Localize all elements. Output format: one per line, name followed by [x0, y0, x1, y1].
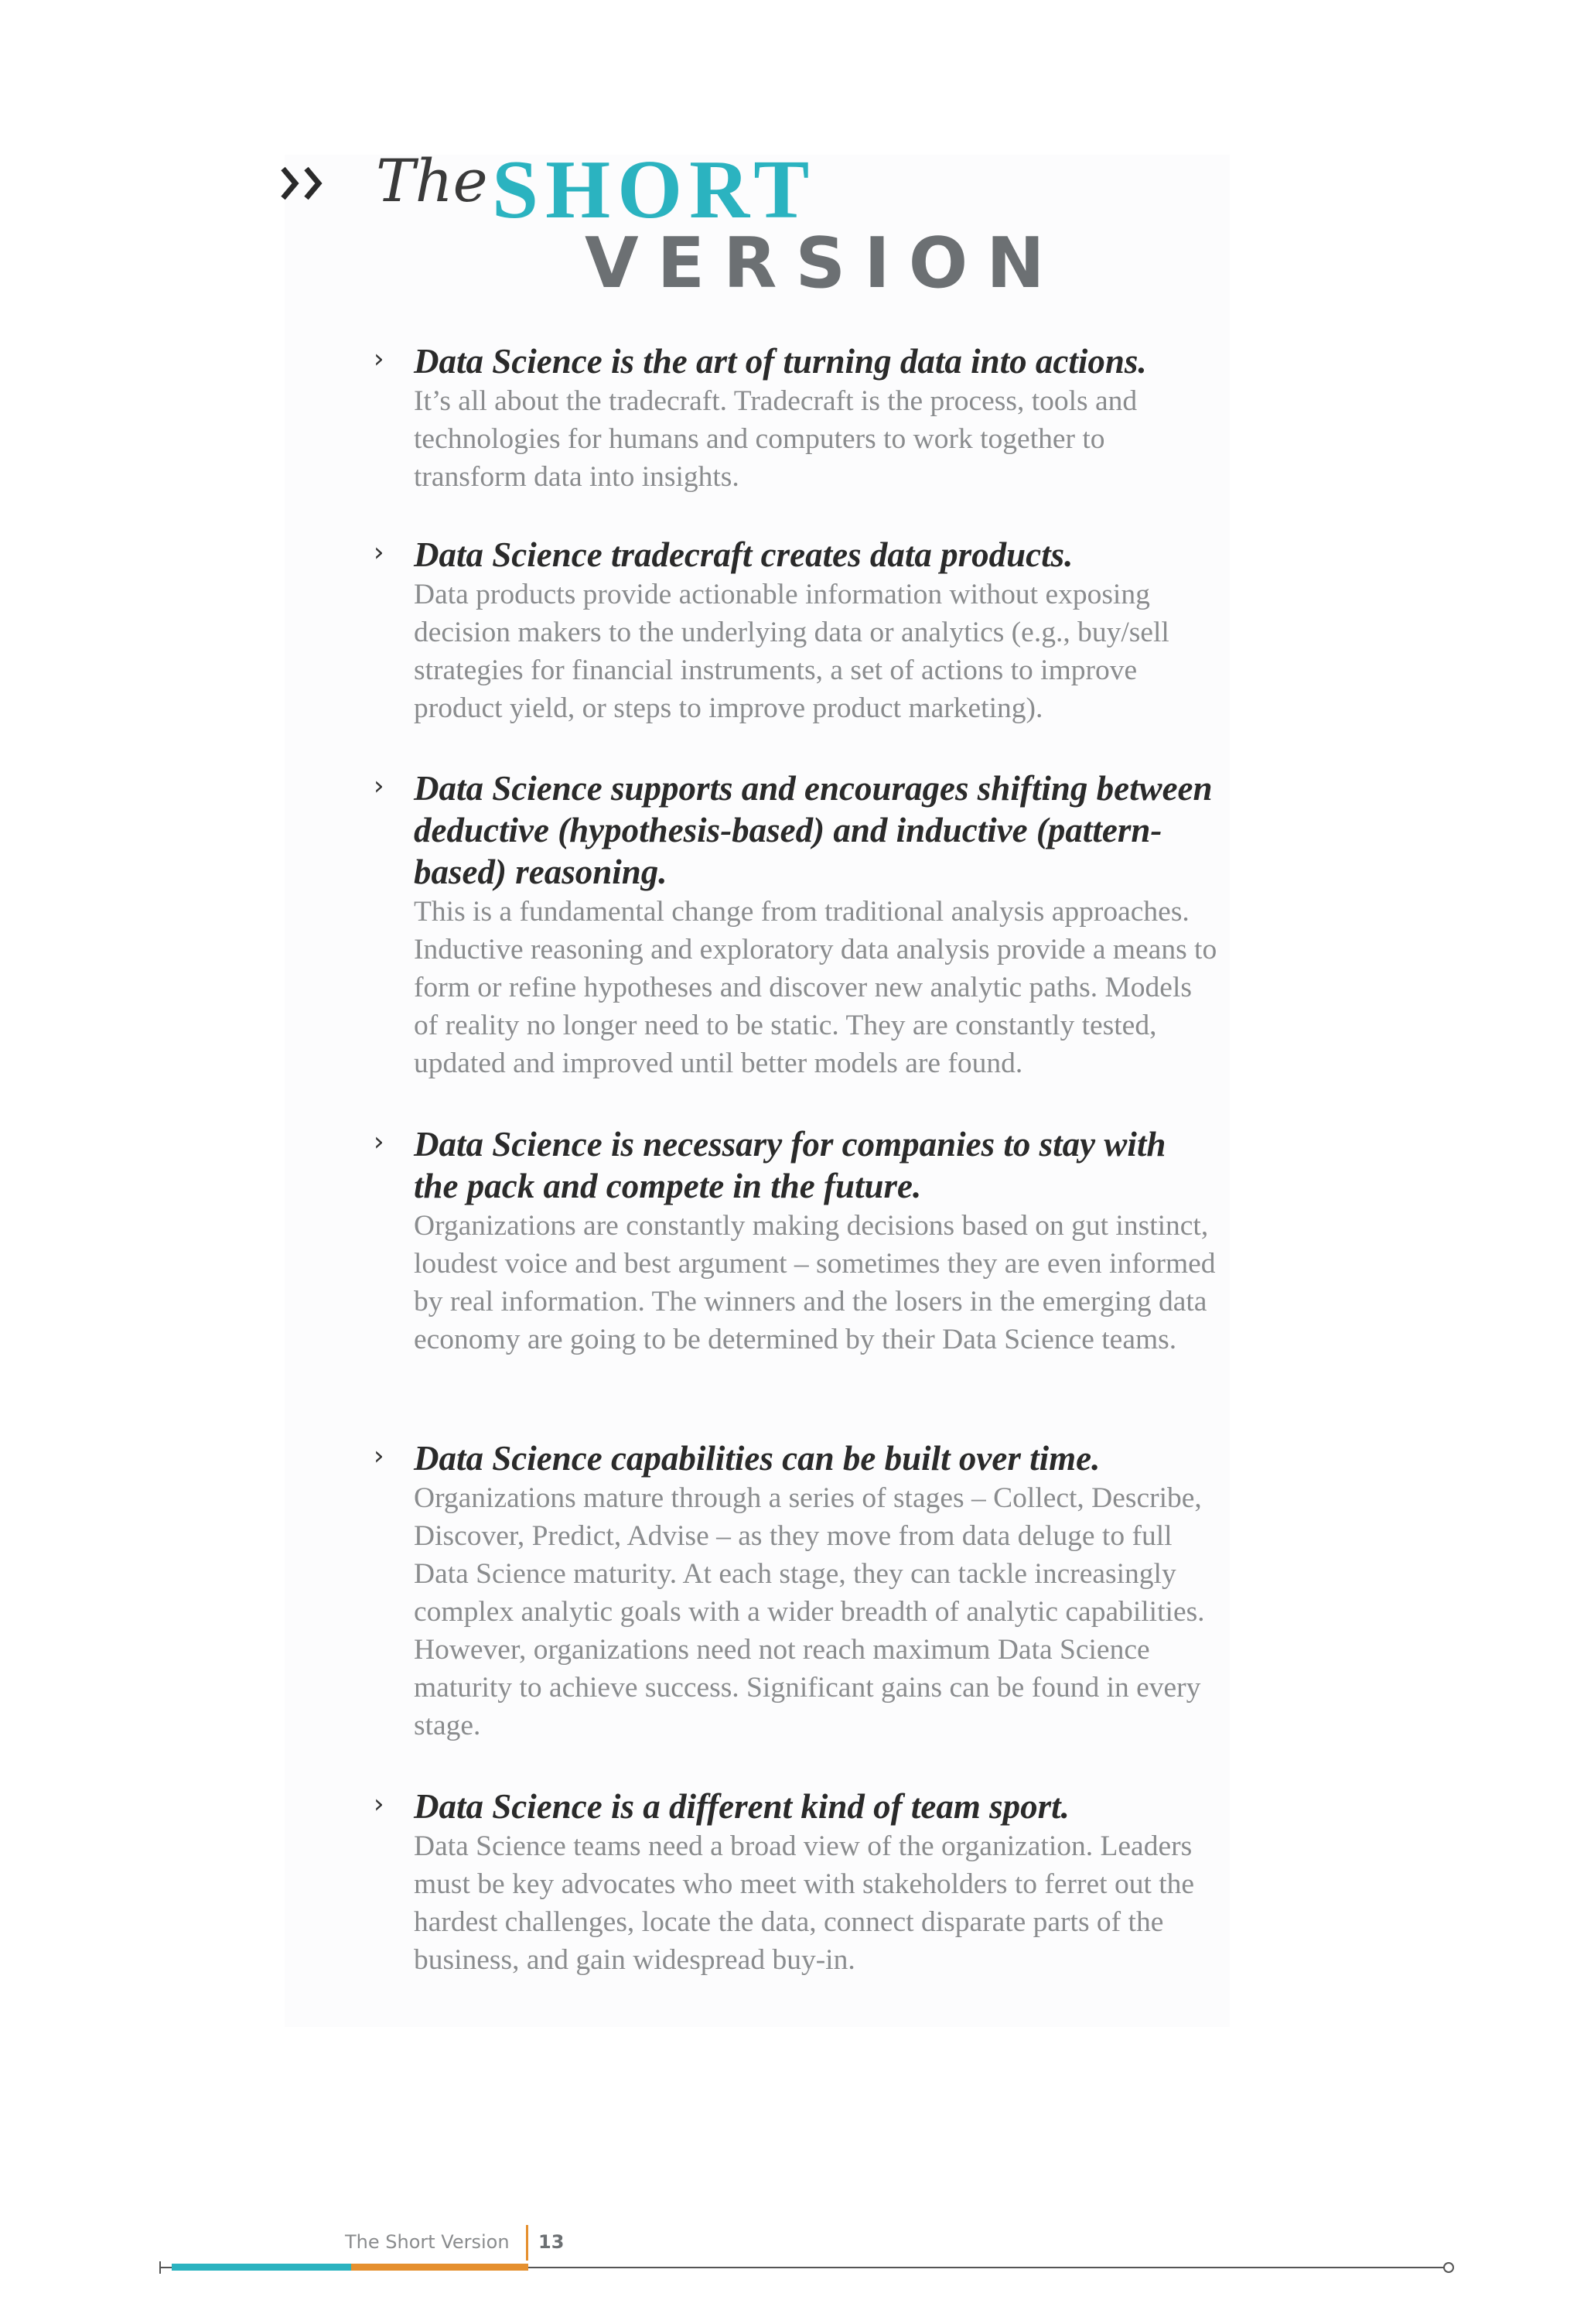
item-body: Data Science teams need a broad view of the organization. Leaders must be key advocates who meet with stakeholders to ferret out the hardest challenges, locate the data, connect disparate parts of the business, and gain widespread buy-in.: [414, 1830, 1195, 1976]
item-body: It’s all about the tradecraft. Tradecraft is the process, tools and technologies for humans and computers to work together to transform data into insights.: [414, 385, 1138, 493]
item-body: Organizations mature through a series of stages – Collect, Describe, Discover, Predict, Advise – as they move from data deluge to full Data Science maturity. At each stage, they can tackle increasingly complex analytic goals with a wider breadth of analytic capabilities. However, organizations need not reach maximum Data Science maturity to achieve success. Significant gains can be found in every stage.: [414, 1482, 1205, 1741]
footer-divider: [526, 2225, 528, 2261]
page-number: 13: [538, 2231, 565, 2253]
item-body: This is a fundamental change from traditional analysis approaches. Inductive reasoning and exploratory data analysis provide a means to form or refine hypotheses and discover new analytic paths. Models of reality no longer need to be static. They are constantly tested, updated and improved until better models are found.: [414, 896, 1217, 1079]
item-body: Data products provide actionable information without exposing decision makers to the underlying data or analytics (e.g., buy/sell strategies for financial instruments, a set of actions to improve product yield, or steps to improve product marketing).: [414, 579, 1169, 724]
bullet-icon: ›: [374, 1126, 384, 1157]
item-heading: Data Science capabilities can be built over time.: [414, 1439, 1101, 1478]
list-item: [374, 1123, 1218, 1359]
double-chevron-icon: [280, 164, 342, 203]
bullet-icon: ›: [374, 1789, 384, 1820]
footer-rule-teal-segment: [172, 2264, 351, 2271]
bullet-icon: ›: [374, 1441, 384, 1471]
item-heading: Data Science supports and encourages shifting between deductive (hypothesis-based) and inductive (pattern-based) reasoning.: [414, 769, 1213, 891]
title-the: The: [376, 146, 488, 215]
bullet-icon: ›: [374, 343, 384, 374]
footer-rule-orange-segment: [351, 2264, 528, 2271]
list-item: [374, 1786, 1218, 1979]
footer-section-label: The Short Version: [345, 2231, 510, 2253]
list-item: [374, 767, 1218, 1082]
footer-rule-start-cap: [159, 2261, 161, 2274]
title-version: VERSION: [585, 223, 1063, 304]
list-item: [374, 534, 1218, 727]
bullet-icon: ›: [374, 771, 384, 801]
list-item: [374, 340, 1218, 496]
item-heading: Data Science tradecraft creates data products.: [414, 535, 1074, 574]
list-item: [374, 1437, 1218, 1745]
title-short: SHORT: [492, 144, 817, 236]
item-body: Organizations are constantly making decisions based on gut instinct, loudest voice and best argument – sometimes they are even informed by real information. The winners and the losers in the emerging data economy are going to be determined by their Data Science teams.: [414, 1210, 1216, 1355]
bullet-icon: ›: [374, 537, 384, 568]
item-heading: Data Science is the art of turning data into actions.: [414, 342, 1147, 381]
item-heading: Data Science is a different kind of team sport.: [414, 1787, 1070, 1826]
footer-rule-end-circle: [1443, 2262, 1454, 2273]
item-heading: Data Science is necessary for companies to stay with the pack and compete in the future.: [414, 1125, 1166, 1205]
